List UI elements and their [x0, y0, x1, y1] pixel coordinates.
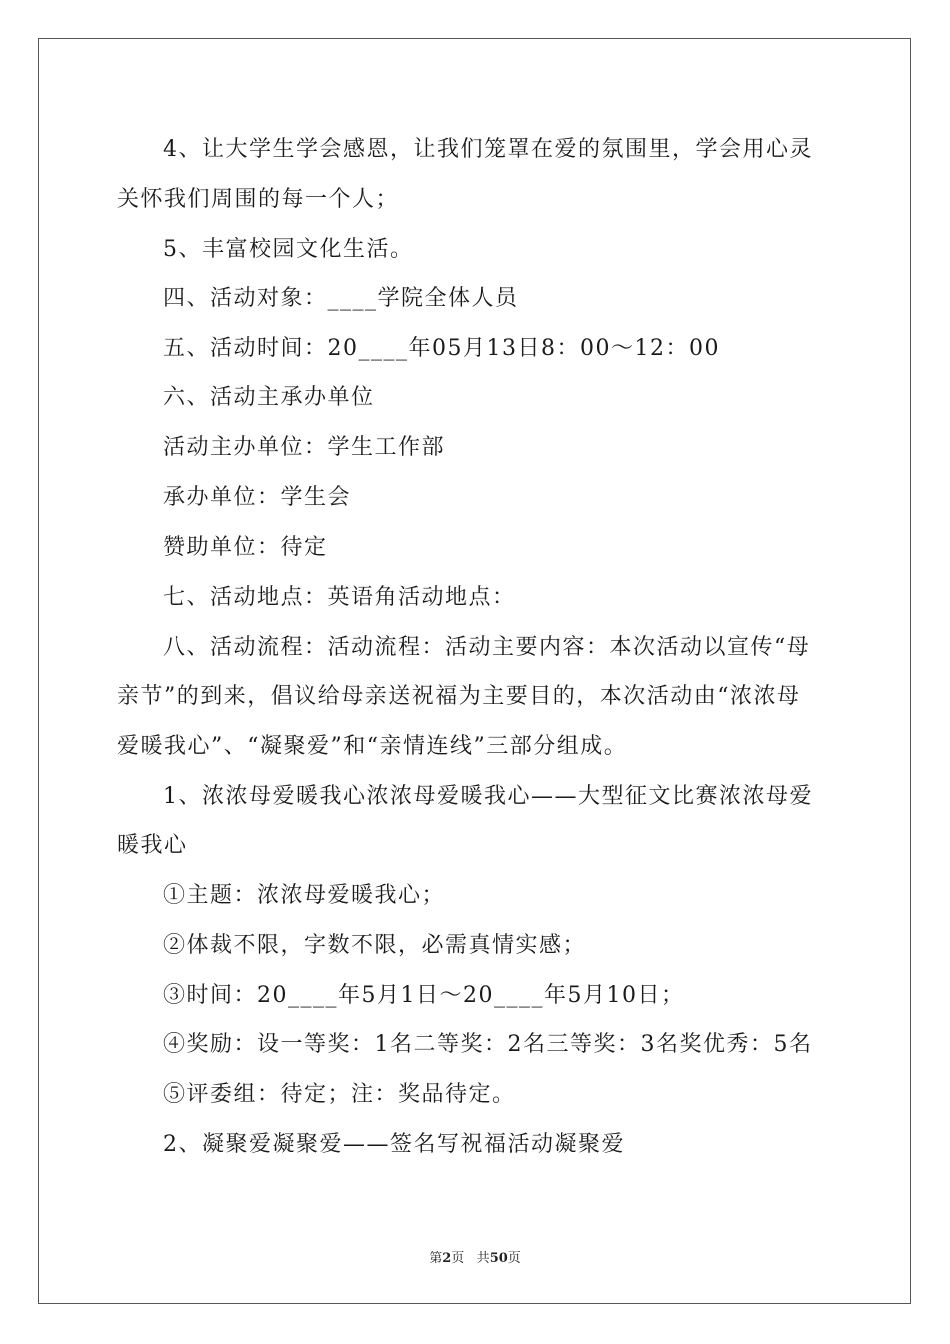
- total-pages: 50: [489, 1251, 508, 1266]
- paragraph-line: 爱暖我心”、“凝聚爱”和“亲情连线”三部分组成。: [117, 734, 628, 759]
- paragraph-line: ②体裁不限，字数不限，必需真情实感；: [163, 933, 587, 958]
- total-suffix: 页: [507, 1251, 521, 1266]
- total-prefix: 共: [476, 1251, 490, 1266]
- paragraph-line: ①主题：浓浓母爱暖我心；: [163, 883, 446, 908]
- paragraph-line: 四、活动对象：____学院全体人员: [163, 286, 519, 311]
- paragraph-line: 六、活动主承办单位: [163, 385, 375, 410]
- paragraph-line: 五、活动时间：20____年05月13日8：00～12：00: [163, 336, 720, 361]
- paragraph-line: 5、丰富校园文化生活。: [163, 237, 414, 262]
- paragraph-line: 亲节”的到来，倡议给母亲送祝福为主要目的，本次活动由“浓浓母: [117, 684, 801, 709]
- paragraph-line: 2、凝聚爱凝聚爱——签名写祝福活动凝聚爱: [163, 1132, 625, 1157]
- page-frame: [38, 38, 911, 1304]
- paragraph-line: 关怀我们周围的每一个人；: [117, 187, 400, 212]
- paragraph-line: 七、活动地点：英语角活动地点：: [163, 585, 516, 610]
- paragraph-line: ④奖励：设一等奖：1名二等奖：2名三等奖：3名奖优秀：5名: [163, 1032, 813, 1057]
- paragraph-line: 赞助单位：待定: [163, 535, 328, 560]
- paragraph-line: 八、活动流程：活动流程：活动主要内容：本次活动以宣传“母: [163, 635, 811, 660]
- page-number: 2: [442, 1251, 452, 1266]
- paragraph-line: 4、让大学生学会感恩，让我们笼罩在爱的氛围里，学会用心灵: [163, 137, 813, 162]
- paragraph-line: 承办单位：学生会: [163, 485, 352, 510]
- page-footer: [0, 1247, 950, 1266]
- page-suffix: 页: [451, 1251, 465, 1266]
- paragraph-line: ③时间：20____年5月1日～20____年5月10日；: [163, 983, 685, 1008]
- paragraph-line: 活动主办单位：学生工作部: [163, 435, 446, 460]
- paragraph-line: 1、浓浓母爱暖我心浓浓母爱暖我心——大型征文比赛浓浓母爱: [163, 784, 813, 809]
- paragraph-line: 暖我心: [117, 833, 188, 858]
- paragraph-line: ⑤评委组：待定；注：奖品待定。: [163, 1082, 516, 1107]
- page-prefix: 第: [429, 1251, 443, 1266]
